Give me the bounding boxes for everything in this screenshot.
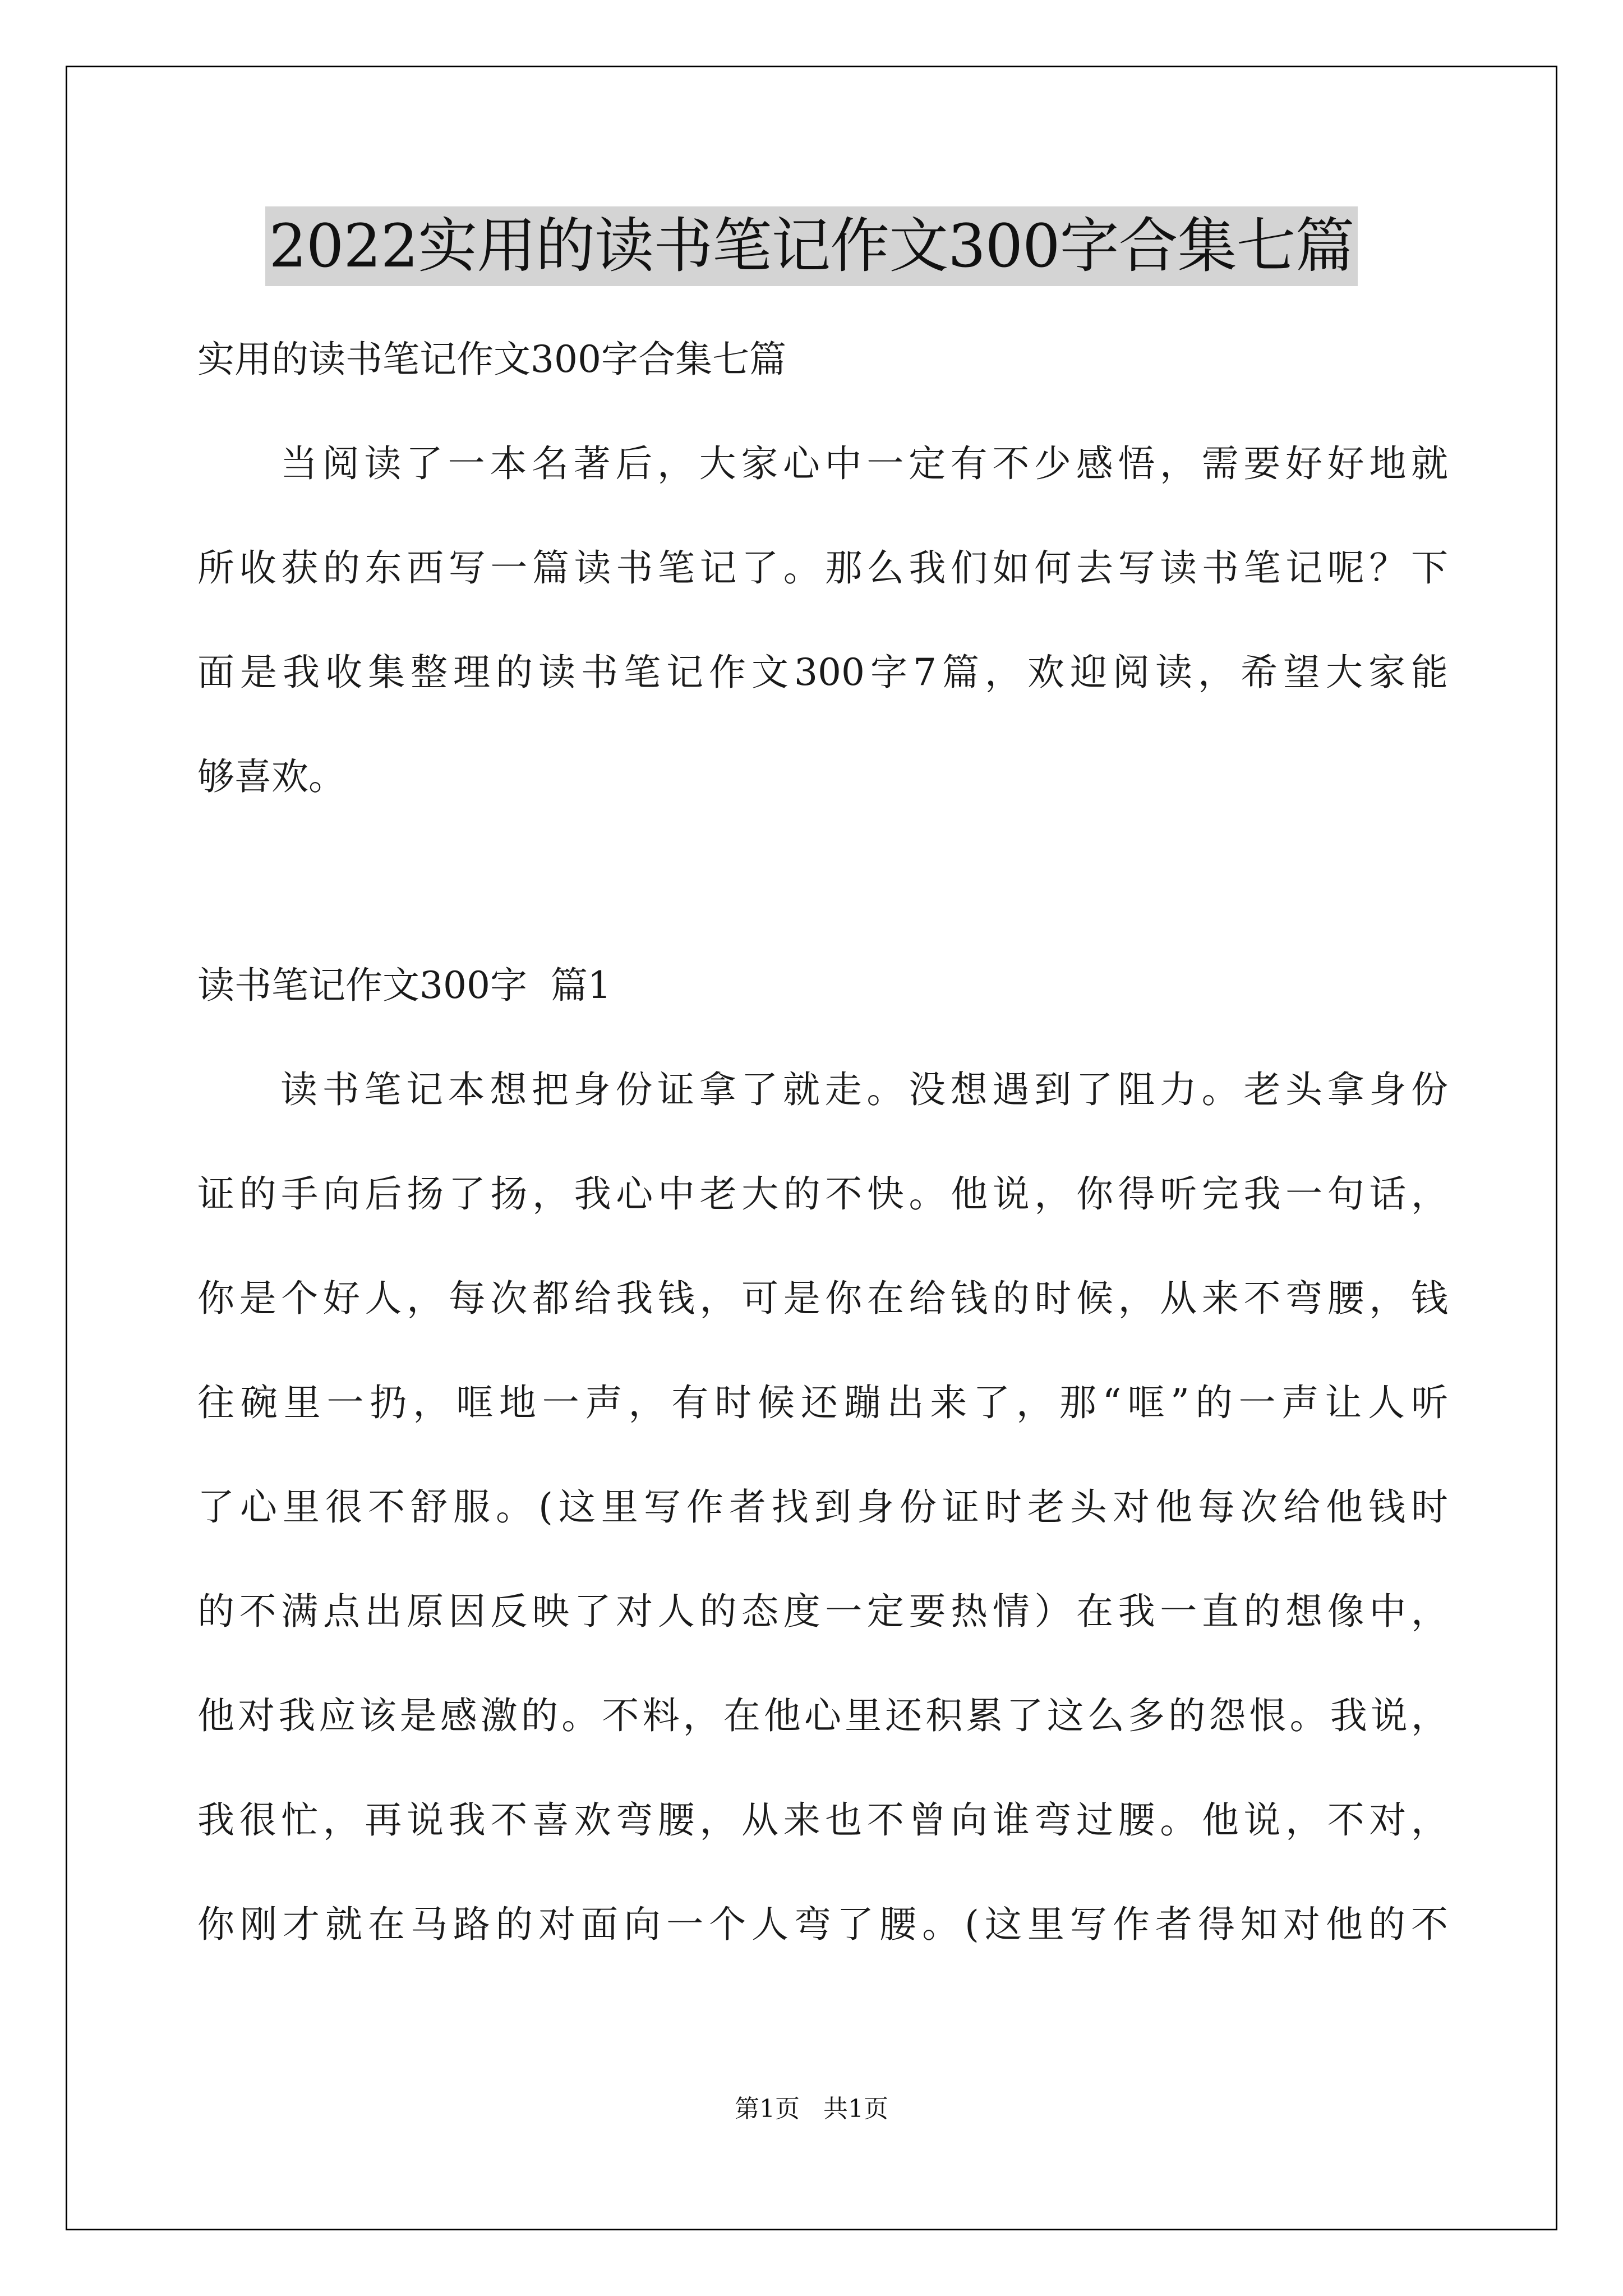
- body-line: 你刚才就在马路的对面向一个人弯了腰。(这里写作者得知对他的不: [197, 1903, 1448, 1946]
- page-total: 共1页: [823, 2095, 888, 2123]
- body-line: 读书笔记本想把身份证拿了就走。没想遇到了阻力。老头拿身份: [280, 1068, 1448, 1111]
- intro-line: 当阅读了一本名著后，大家心中一定有不少感悟，需要好好地就: [280, 442, 1448, 485]
- paragraph-spacer: [197, 829, 1448, 933]
- intro-line: 面是我收集整理的读书笔记作文300字7篇，欢迎阅读，希望大家能: [197, 651, 1448, 694]
- body-line: 你是个好人，每次都给我钱，可是你在给钱的时候，从来不弯腰，钱: [197, 1277, 1448, 1320]
- body-line: 了心里很不舒服。(这里写作者找到身份证时老头对他每次给他钱时: [197, 1485, 1448, 1529]
- body-line: 往碗里一扔，哐地一声，有时候还蹦出来了，那“哐”的一声让人听: [197, 1381, 1448, 1424]
- document-title: 2022实用的读书笔记作文300字合集七篇: [265, 206, 1357, 286]
- body-line: 他对我应该是感激的。不料，在他心里还积累了这么多的怨恨。我说，: [197, 1694, 1448, 1737]
- document-body: [197, 307, 1448, 1977]
- document-subtitle: 实用的读书笔记作文300字合集七篇: [197, 338, 786, 381]
- body-line: 我很忙，再说我不喜欢弯腰，从来也不曾向谁弯过腰。他说，不对，: [197, 1798, 1448, 1842]
- body-line: 证的手向后扬了扬，我心中老大的不快。他说，你得听完我一句话，: [197, 1172, 1448, 1216]
- intro-line: 所收获的东西写一篇读书笔记了。那么我们如何去写读书笔记呢？下: [197, 546, 1448, 590]
- body-line: 的不满点出原因反映了对人的态度一定要热情）在我一直的想像中，: [197, 1590, 1448, 1633]
- page-footer: [0, 2092, 1623, 2126]
- intro-line: 够喜欢。: [197, 755, 345, 798]
- page-number: 第1页: [735, 2095, 800, 2123]
- section-heading: 读书笔记作文300字 篇1: [197, 964, 611, 1007]
- title-container: [0, 206, 1623, 286]
